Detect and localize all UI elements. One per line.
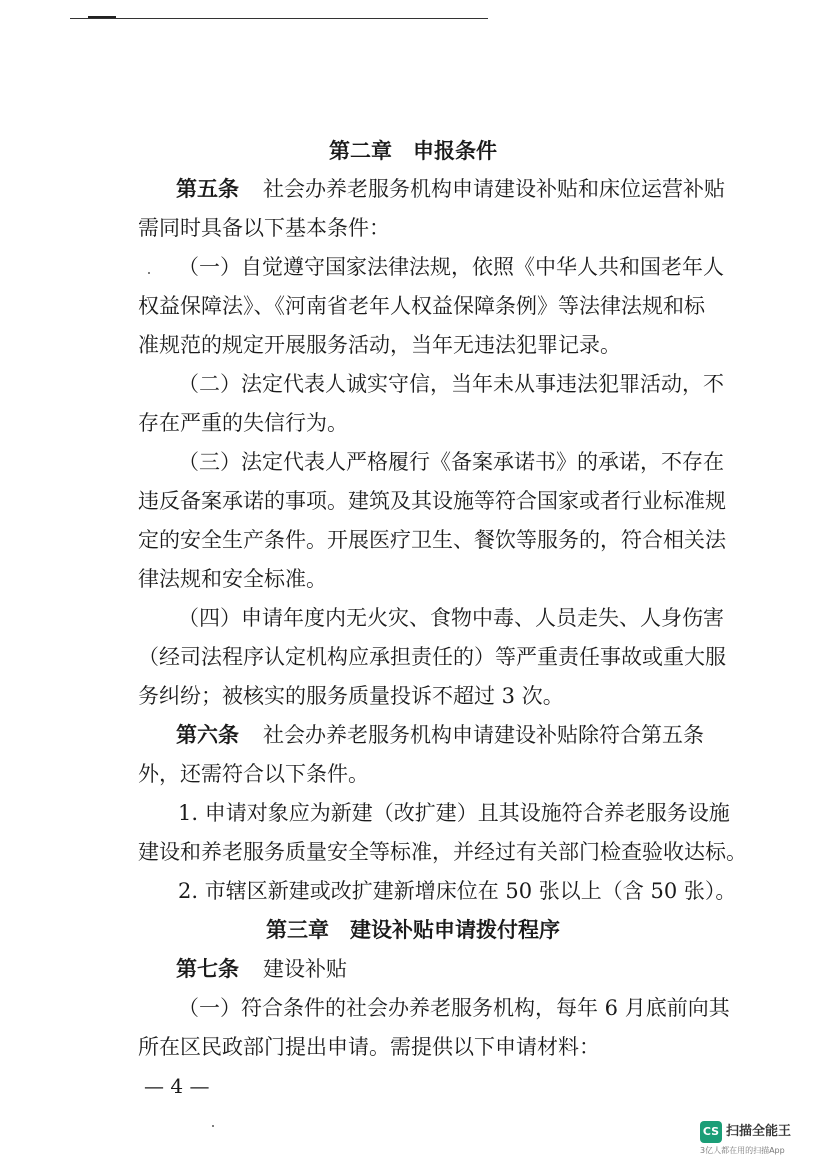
item-3-line-4: 律法规和安全标准。 [138,567,327,591]
procedure-1-line-1: （一）符合条件的社会办养老服务机构，每年 6 月底前向其 [178,996,730,1020]
camscanner-logo-icon: CS [700,1121,722,1143]
scanner-watermark [700,1119,812,1159]
scan-speck [212,1125,214,1127]
chapter-2-heading: 第二章 申报条件 [329,139,497,163]
item-1-line-2: 权益保障法》、《河南省老年人权益保障条例》等法律法规和标 [138,294,705,318]
item-4-line-1: （四）申请年度内无火灾、食物中毒、人员走失、人身伤害 [178,606,724,630]
condition-2-line-1: 2. 市辖区新建或改扩建新增床位在 50 张以上（含 50 张）。 [178,879,737,903]
item-4-line-3: 务纠纷；被核实的服务质量投诉不超过 3 次。 [138,684,564,708]
item-2-line-2: 存在严重的失信行为。 [138,411,348,435]
article-7-line-1 [176,949,347,989]
article-6-label: 第六条 [176,723,239,747]
item-1-line-1: （一）自觉遵守国家法律法规，依照《中华人共和国老年人 [178,255,724,279]
watermark-title: 扫描全能王 [726,1124,792,1139]
article-6-text-1: 社会办养老服务机构申请建设补贴除符合第五条 [263,723,704,747]
header-rule-accent [88,16,116,18]
scan-speck [148,272,150,274]
item-3-line-3: 定的安全生产条件。开展医疗卫生、餐饮等服务的，符合相关法 [138,528,726,552]
page-number: — 4 — [144,1074,210,1098]
article-7-label: 第七条 [176,957,239,981]
condition-1-line-1: 1. 申请对象应为新建（改扩建）且其设施符合养老服务设施 [178,801,730,825]
header-rule [70,18,488,19]
article-6-line-2: 外，还需符合以下条件。 [138,762,369,786]
article-5-text-1: 社会办养老服务机构申请建设补贴和床位运营补贴 [263,177,725,201]
chapter-3-heading: 第三章 建设补贴申请拨付程序 [266,918,560,942]
condition-1-line-2: 建设和养老服务质量安全等标准，并经过有关部门检查验收达标。 [138,840,747,864]
item-1-line-3: 准规范的规定开展服务活动，当年无违法犯罪记录。 [138,333,621,357]
article-5-line-2: 需同时具备以下基本条件： [138,216,390,240]
procedure-1-line-2: 所在区民政部门提出申请。需提供以下申请材料： [138,1035,600,1059]
article-6-line-1 [176,715,704,755]
watermark-subtitle: 3亿人都在用的扫描App [700,1146,785,1155]
article-5-line-1 [176,169,725,209]
item-2-line-1: （二）法定代表人诚实守信，当年未从事违法犯罪活动，不 [178,372,724,396]
item-3-line-1: （三）法定代表人严格履行《备案承诺书》的承诺，不存在 [178,450,724,474]
item-3-line-2: 违反备案承诺的事项。建筑及其设施等符合国家或者行业标准规 [138,489,726,513]
article-7-text-1: 建设补贴 [263,957,347,981]
article-5-label: 第五条 [176,177,239,201]
item-4-line-2: （经司法程序认定机构应承担责任的）等严重责任事故或重大服 [138,645,726,669]
